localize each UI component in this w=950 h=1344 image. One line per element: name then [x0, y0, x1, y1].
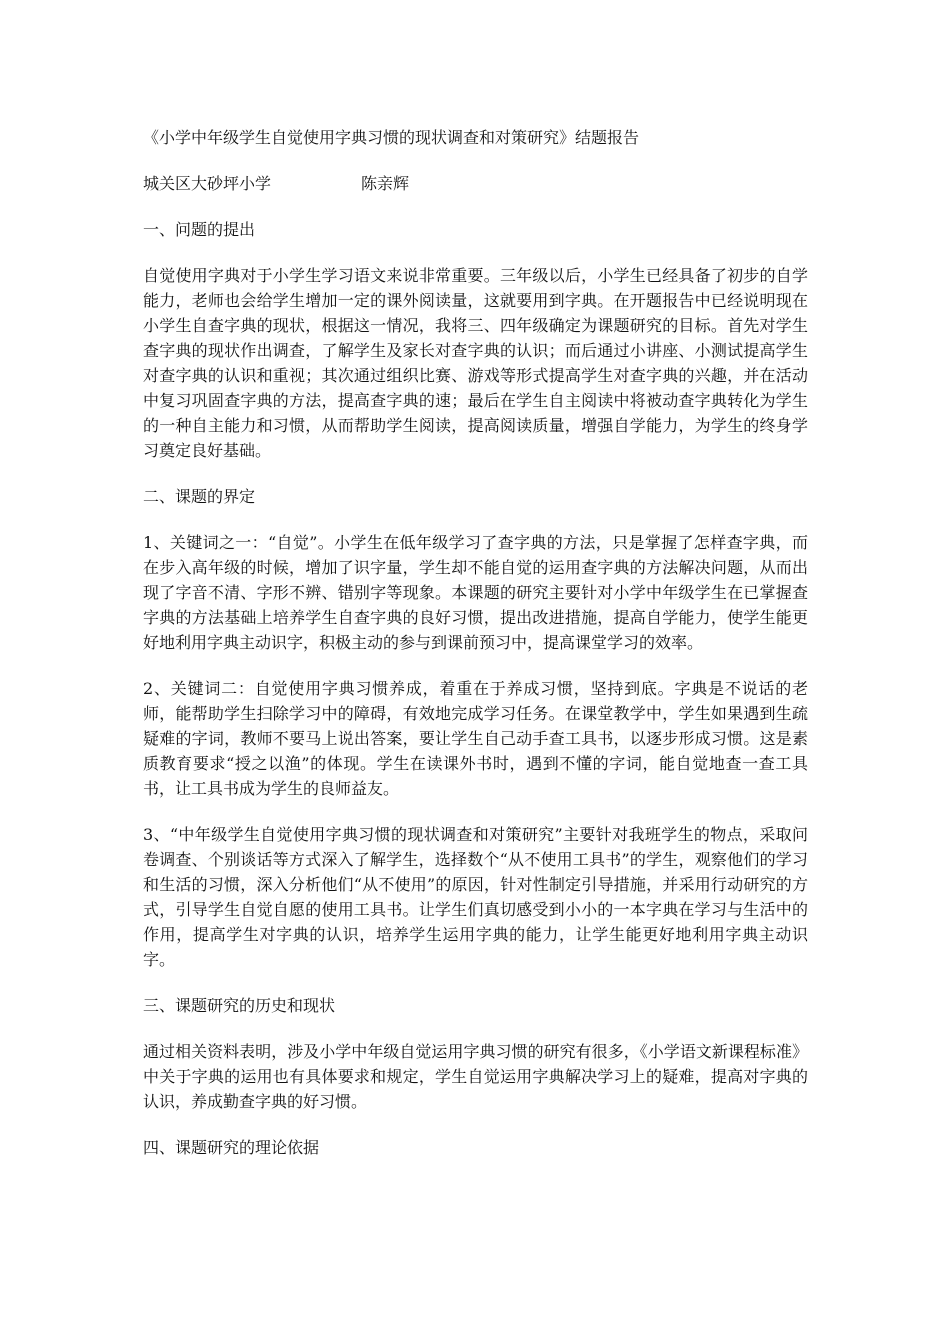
section-2-paragraph-3: 3、“中年级学生自觉使用字典习惯的现状调查和对策研究”主要针对我班学生的物点，采取问卷调查、个别谈话等方式深入了解学生，选择数个“从不使用工具书”的学生，观察他们的学习和生活的习惯，深入分析他们“从不使用”的原因，针对性制定引导措施，并采用行动研究的方式，引导学生自觉自愿的使用工具书。让学生们真切感受到小小的一本字典在学习与生活中的作用，提高学生对字典的认识，培养学生运用字典的能力，让学生能更好地利用字典主动识字。 [143, 825, 808, 969]
author-name: 陈亲辉 [361, 174, 410, 193]
section-heading-4: 四、课题研究的理论依据 [143, 1138, 320, 1157]
section-heading-3: 三、课题研究的历史和现状 [143, 996, 336, 1015]
author-line [143, 171, 808, 196]
section-2-paragraph-1: 1、关键词之一：“自觉”。小学生在低年级学习了查字典的方法，只是掌握了怎样查字典，而在步入高年级的时候，增加了识字量，学生却不能自觉的运用查字典的方法解决问题，从而出现了字音不清、字形不辨、错别字等现象。本课题的研究主要针对小学中年级学生在已掌握查字典的方法基础上培养学生自查字典的良好习惯，提出改进措施，提高自学能力，使学生能更好地利用字典主动识字，积极主动的参与到课前预习中，提高课堂学习的效率。 [143, 533, 808, 652]
section-heading-1: 一、问题的提出 [143, 220, 256, 239]
school-name: 城关区大砂坪小学 [143, 174, 272, 193]
document-page [143, 125, 808, 1181]
section-3-paragraph: 通过相关资料表明，涉及小学中年级自觉运用字典习惯的研究有很多，《小学语文新课程标准》中关于字典的运用也有具体要求和规定，学生自觉运用字典解决学习上的疑难，提高对字典的认识，养成勤查字典的好习惯。 [143, 1042, 808, 1111]
section-heading-2: 二、课题的界定 [143, 487, 256, 506]
section-2-paragraph-2: 2、关键词二：自觉使用字典习惯养成，着重在于养成习惯，坚持到底。字典是不说话的老师，能帮助学生扫除学习中的障碍，有效地完成学习任务。在课堂教学中，学生如果遇到生疏疑难的字词，教师不要马上说出答案，要让学生自己动手查工具书，以逐步形成习惯。这是素质教育要求“授之以渔”的体现。学生在读课外书时，遇到不懂的字词，能自觉地查一查工具书，让工具书成为学生的良师益友。 [143, 679, 808, 798]
section-1-paragraph: 自觉使用字典对于小学生学习语文来说非常重要。三年级以后，小学生已经具备了初步的自学能力，老师也会给学生增加一定的课外阅读量，这就要用到字典。在开题报告中已经说明现在小学生自查字典的现状，根据这一情况，我将三、四年级确定为课题研究的目标。首先对学生查字典的现状作出调查，了解学生及家长对查字典的认识；而后通过小讲座、小测试提高学生对查字典的认识和重视；其次通过组织比赛、游戏等形式提高学生对查字典的兴趣，并在活动中复习巩固查字典的方法，提高查字典的速；最后在学生自主阅读中将被动查字典转化为学生的一种自主能力和习惯，从而帮助学生阅读，提高阅读质量，增强自学能力，为学生的终身学习奠定良好基础。 [143, 266, 808, 460]
document-title: 《小学中年级学生自觉使用字典习惯的现状调查和对策研究》结题报告 [143, 128, 640, 147]
